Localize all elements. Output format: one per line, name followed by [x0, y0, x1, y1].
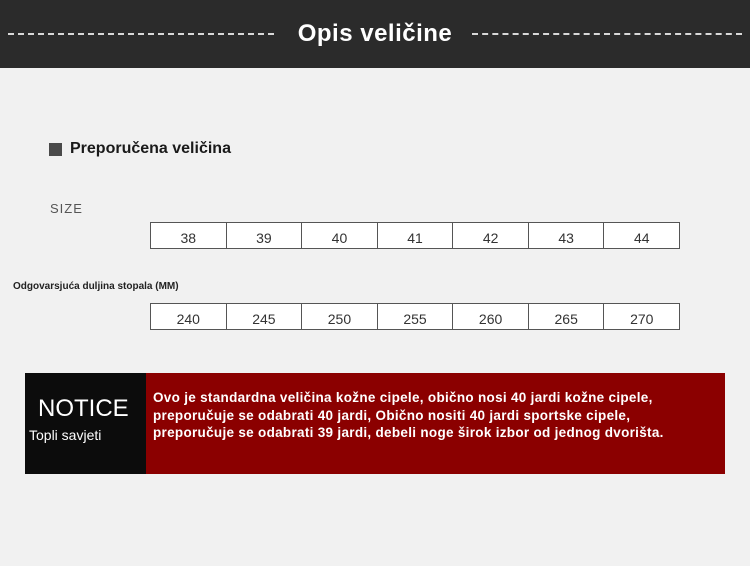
notice-title-panel	[25, 373, 146, 474]
length-cell: 260	[453, 304, 529, 329]
section-heading	[49, 138, 231, 160]
square-bullet-icon	[49, 143, 62, 156]
header-dashed-line-right	[472, 33, 742, 35]
size-cell: 38	[151, 223, 227, 248]
length-cell: 255	[378, 304, 454, 329]
section-heading-text: Preporučena veličina	[70, 140, 231, 157]
length-cell: 265	[529, 304, 605, 329]
size-cell: 41	[378, 223, 454, 248]
size-cell: 44	[633, 229, 650, 246]
length-cell: 245	[227, 304, 303, 329]
length-cell: 240	[151, 304, 227, 329]
size-row	[150, 222, 680, 249]
notice-subtitle: Topli savjeti	[29, 427, 102, 443]
foot-length-row	[150, 303, 680, 330]
size-cell: 39	[227, 223, 303, 248]
foot-length-label: Odgovarsjuća duljina stopala (MM)	[13, 281, 179, 292]
length-cell: 270	[630, 310, 654, 327]
notice-title: NOTICE	[38, 395, 129, 422]
page-title: Opis veličine	[297, 20, 453, 47]
size-cell: 43	[529, 223, 605, 248]
size-label: SIZE	[50, 201, 83, 216]
length-cell: 250	[302, 304, 378, 329]
notice-text: Ovo je standardna veličina kožne cipele, obično nosi 40 jardi kožne cipele, preporučuje se odabrati 40 jardi, Obično nositi 40 jardi sportske cipele, preporučuje se odabrati 39 jardi, debeli noge širok izbor od jednog dvorišta.	[146, 373, 725, 474]
notice-box	[25, 373, 725, 474]
size-cell: 42	[453, 223, 529, 248]
page-header	[0, 0, 750, 68]
size-cell: 40	[302, 223, 378, 248]
